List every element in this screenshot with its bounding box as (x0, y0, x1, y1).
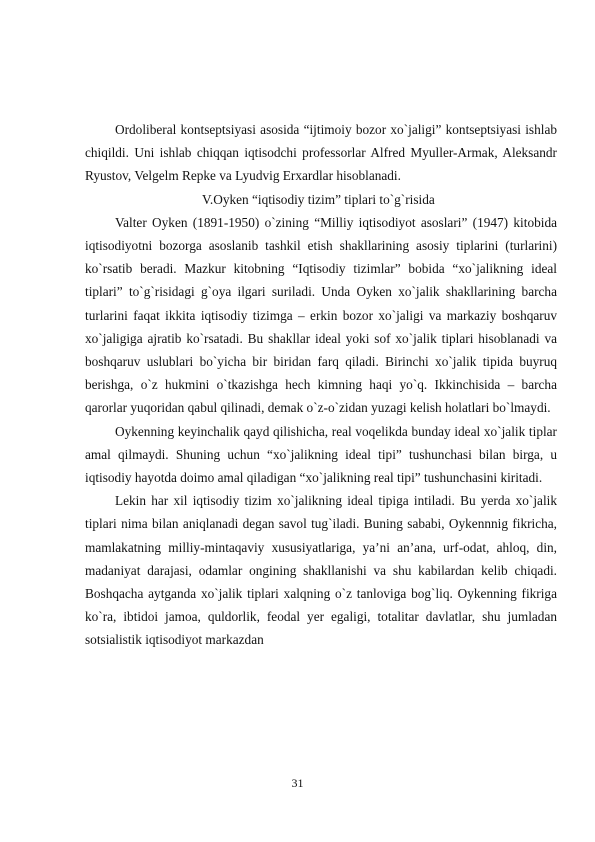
section-heading: V.Oyken “iqtisodiy tizim” tiplari to`g`risida (202, 191, 435, 207)
paragraph-ordoliberal: Ordoliberal kontseptsiyasi asosida “ijtimoiy bozor xo`jaligi” kontseptsiyasi ishlab chiqildi. Uni ishlab chiqqan iqtisodchi professorlar Alfred Myuller-Armak, Aleksandr Ryustov, Velgelm Repke va Lyudvig Erxardlar hisoblanadi. (85, 122, 557, 184)
document-body (85, 118, 557, 652)
paragraph-valter-oyken: Valter Oyken (1891-1950) o`zining “Milliy iqtisodiyot asoslari” (1947) kitobida iqtisodiyotni bozorga asoslanib tashkil etish shakllarining asosiy tiplarini (turlarini) ko`rsatib beradi. Mazkur kitobning “Iqtisodiy tizimlar” bobida “xo`jalikning ideal tiplari” to`g`risidagi g`oya ilgari suriladi. Unda Oyken xo`jalik shakllarining barcha turlarini faqat ikkita iqtisodiy tizimga – erkin bozor xo`jaligi va markaziy boshqaruv xo`jaligiga ajratib ko`rsatadi. Bu shakllar ideal yoki sof xo`jalik tiplari hisoblanadi va boshqaruv uslublari bo`yicha bir biridan farq qiladi. Birinchi xo`jalik tipida buyruq berishga, o`z hukmini o`tkazishga hech kimning haqi yo`q. Ikkinchisida – barcha qarorlar yuqoridan qabul qilinadi, demak o`z-o`zidan yuzagi kelish holatlari bo`lmaydi. (85, 214, 557, 416)
paragraph-ideal-tip: Lekin har xil iqtisodiy tizim xo`jalikning ideal tipiga intiladi. Bu yerda xo`jalik tiplari nima bilan aniqlanadi degan savol tug`iladi. Buning sababi, Oykennnig fikricha, mamlakatning milliy-mintaqaviy xususiyatlariga, ya’ni an’ana, urf-odat, ahloq, din, madaniyat darajasi, odamlar ongining shakllanishi va shu kabilardan kelib chiqadi. Boshqacha aytganda xo`jalik tiplari xalqning o`z tanloviga bog`liq. Oykenning fikriga ko`ra, ibtidoi jamoa, quldorlik, feodal yer egaligi, totalitar davlatlar, shu jumladan sotsialistik iqtisodiyot markazdan (85, 493, 557, 648)
page-number: 31 (291, 776, 304, 790)
paragraph-real-tip: Oykenning keyinchalik qayd qilishicha, real voqelikda bunday ideal xo`jalik tiplar amal qilmaydi. Shuning uchun “xo`jalikning ideal tipi” tushunchasi bilan birga, u iqtisodiy hayotda doimo amal qiladigan “xo`jalikning real tipi” tushunchasini kiritadi. (85, 423, 557, 486)
